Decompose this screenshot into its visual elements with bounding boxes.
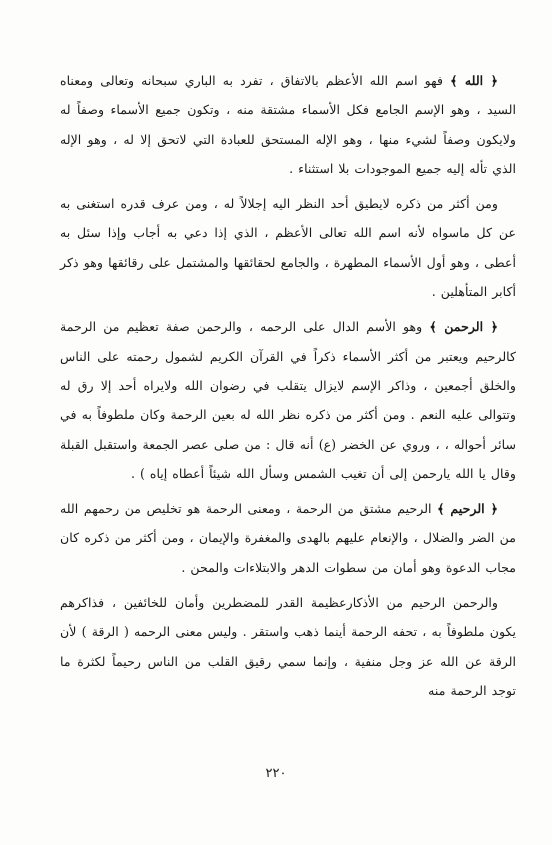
paragraph-text: الرحيم مشتق من الرحمة ، ومعنى الرحمة هو تخليص من رحمهم الله من الضر والضلال ، والإنعام عليهم بالهدى والمغفرة والإيمان ، ومن أكثر من ذكره كان مجاب الدعوة وهو أمان من سطوات الدهر والابتلاءات والمحن . [60, 501, 516, 575]
paragraph-text: فهو اسم الله الأعظم بالاتفاق ، تفرد به الباري سبحانه وتعالى ومعناه السيد ، وهو الإسم الجامع فكل الأسماء مشتقة منه ، وتكون جميع الأسماء وصفاً له ولايكون وصفاً لشيء منها ، وهو الإله المستحق للعبادة التي لاتحق إلا له ، وهو الإله الذي تأله إليه جميع الموجودات بلا استثناء . [60, 73, 516, 176]
paragraph-text: وهو الأسم الدال على الرحمه ، والرحمن صفة تعظيم من الرحمة كالرحيم ويعتبر من أكثر الأسماء ذكراً في القرآن الكريم لشمول رحمته على الناس والخلق أجمعين ، وذاكر الإسم لايزال يتقلب في رضوان الله ولايراه أحد إلا رق له وتتوالى عليه النعم . ومن أكثر من ذكره نظر الله له بعين الرحمة وكان ملطوفاً به في سائر أحواله ، ، وروي عن الخضر (ع) أنه قال : من صلى عصر الجمعة واستقبل القبلة وقال يا الله يارحمن إلى أن تغيب الشمس وسأل الله شيئاً أعطاه إياه ) . [60, 319, 516, 481]
paragraph-rahim [60, 494, 516, 582]
body-text [60, 66, 516, 711]
page-number: ٢٢٠ [265, 766, 287, 781]
paragraph-text: والرحمن الرحيم من الأذكارعظيمة القدر للمضطرين وأمان للخائفين ، فذاكرهم يكون ملطوفاً به ، تحفه الرحمة أينما ذهب واستقر . وليس معنى الرحمه ( الرقة ) لأن الرقة عن الله عز وجل منفية ، وإنما سمي رقيق القلب من الناس رحيماً لكثرة ما توجد الرحمة منه [60, 595, 516, 698]
term-heading: ﴿ الله ﴾ [450, 73, 498, 88]
paragraph-rahman [60, 312, 516, 488]
paragraph-dhikr [60, 189, 516, 306]
paragraph-rahman-rahim [60, 588, 516, 705]
term-heading: ﴿ الرحمن ﴾ [429, 319, 498, 335]
paragraph-allah [60, 66, 516, 183]
paragraph-text: ومن أكثر من ذكره لايطيق أحد النظر اليه إجلالاً له ، ومن عرف قدره استغنى به عن كل ماسواه لأنه اسم الله تعالى الأعظم ، الذي إذا دعي به أجاب وإذا سئل به أعطى ، وهو أول الأسماء المطهرة ، والجامع لحقائقها والمشتمل على رقائقها وهو ذكر أكابر المتأهلين . [60, 196, 516, 300]
term-heading: ﴿ الرحيم ﴾ [437, 501, 498, 517]
